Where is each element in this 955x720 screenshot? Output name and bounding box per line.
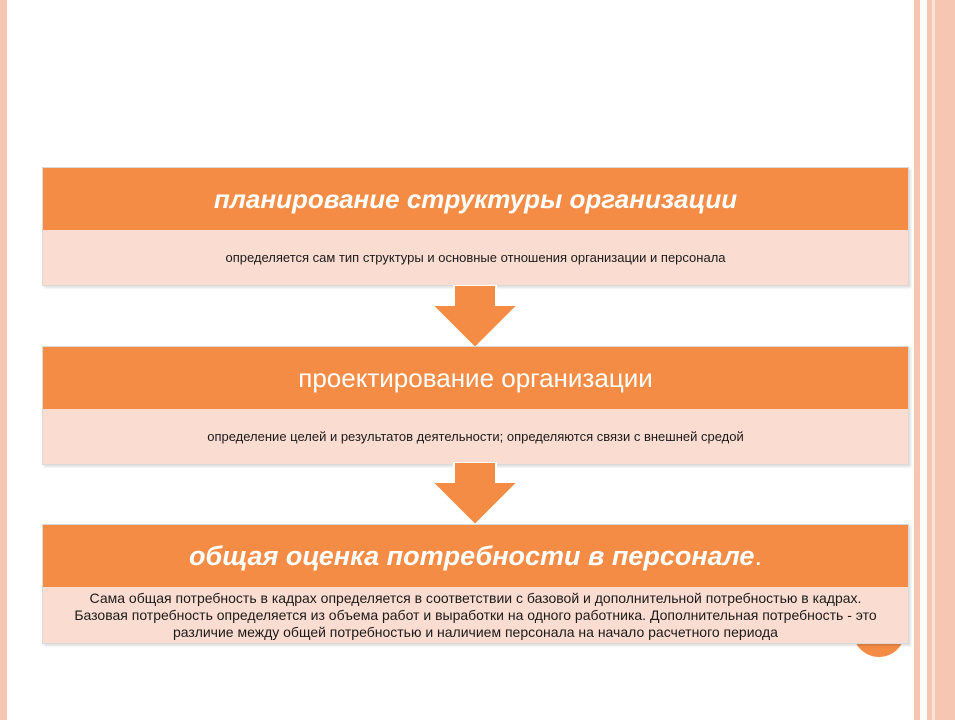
step-3-title: общая оценка потребности в персонале xyxy=(189,540,755,571)
slide-frame-right-inner xyxy=(914,0,920,720)
process-step-3 xyxy=(42,524,909,644)
slide-frame-right-line xyxy=(932,0,935,720)
step-1-title: планирование структуры организации xyxy=(43,168,908,230)
slide-frame-left xyxy=(0,0,7,720)
step-3-title-row xyxy=(43,525,908,587)
step-2-description: определение целей и результатов деятельности; определяются связи с внешней средой xyxy=(43,409,908,464)
process-step-1 xyxy=(42,167,909,286)
step-3-title-suffix: . xyxy=(754,540,762,571)
process-step-2 xyxy=(42,346,909,465)
arrow-down-icon xyxy=(430,285,520,349)
step-3-description: Сама общая потребность в кадрах определяется в соответствии с базовой и дополнительной потребностью в кадрах. Базовая потребность определяется из объема работ и выработки на одного работника. Дополнительная потребность - это различие между общей потребностью и наличием персонала на начало расчетного периода xyxy=(43,587,908,643)
step-2-title: проектирование организации xyxy=(43,347,908,409)
arrow-down-icon xyxy=(430,462,520,526)
step-1-description: определяется сам тип структуры и основные отношения организации и персонала xyxy=(43,230,908,285)
